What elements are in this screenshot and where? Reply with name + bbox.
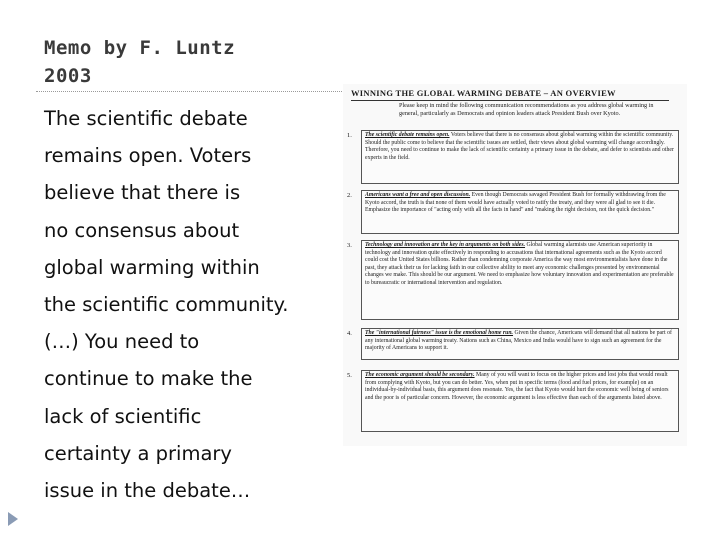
slide-nav-arrow-icon[interactable] bbox=[8, 512, 18, 526]
body-line: issue in the debate… bbox=[44, 479, 251, 503]
memo-item-text bbox=[365, 372, 675, 402]
memo-item-2 bbox=[347, 190, 683, 234]
memo-item-lead: The "international fairness" issue is the emotional home run. bbox=[365, 330, 514, 336]
memo-item-number: 4. bbox=[347, 330, 352, 337]
body-line: (…) You need to bbox=[44, 330, 200, 354]
title-line-1: Memo by F. Luntz bbox=[44, 37, 236, 59]
memo-heading-underline bbox=[351, 100, 669, 101]
memo-item-lead: The economic argument should be secondary. bbox=[365, 372, 475, 378]
body-line: The scientific debate bbox=[44, 107, 248, 130]
body-line: believe that there is bbox=[44, 181, 241, 205]
memo-item-body: Even though Democrats savaged President Bush for formally withdrawing from the Kyoto accord, the truth is that none of them would have actually voted to ratify the treaty, and they were all glad to see it die. Emphasize the importance of "acting only with all the facts in hand" and "making the right decision, not the quick decision." bbox=[365, 192, 666, 214]
memo-item-number: 1. bbox=[347, 132, 352, 139]
body-line: continue to make the bbox=[44, 367, 253, 391]
memo-heading bbox=[351, 88, 671, 98]
memo-intro: Please keep in mind the following communication recommendations as you address global warming in general, particularly as Democrats and opinion leaders attack President Bush over Kyoto. bbox=[399, 102, 654, 117]
memo-item-4 bbox=[347, 328, 683, 360]
memo-item-3 bbox=[347, 240, 683, 320]
memo-heading-text: WINNING THE GLOBAL WARMING DEBATE – AN OVERVIEW bbox=[351, 88, 616, 98]
slide-body-text bbox=[44, 100, 344, 509]
memo-item-1 bbox=[347, 130, 683, 184]
body-line: no consensus about bbox=[44, 218, 240, 242]
memo-item-body: Many of you will want to focus on the higher prices and lost jobs that would result from complying with Kyoto, but you can do better. Yes, when put in specific terms (food and fuel prices, for example) on an individual-by-individual basis, this argument does resonate. Yes, the fact that Kyoto would hurt the economic well being of seniors and the poor is of particular concern. However, the economic argument is less effective than each of the arguments listed above. bbox=[365, 372, 669, 401]
body-line: remains open. Voters bbox=[44, 144, 252, 168]
memo-item-body: Voters believe that there is no consensus about global warming within the scientific community. Should the public come to believe that the scientific issues are settled, their views about global warming will change accordingly. Therefore, you need to continue to make the lack of scientific certainty a primary issue in the debate, and defer to scientists and other experts in the field. bbox=[365, 132, 674, 161]
memo-item-number: 2. bbox=[347, 192, 352, 199]
slide-title bbox=[44, 34, 344, 90]
body-line: global warming within bbox=[44, 255, 260, 279]
memo-item-5 bbox=[347, 370, 683, 432]
memo-item-body: Global warming alarmists use American superiority in technology and innovation quite effectively in responding to accusations that international agreements such as the Kyoto accord could cost the United States billions. Rather than condemning corporate America the way most environmentalists have done in the past, they attack their us for lacking faith in our collective ability to meet any economic challenges presented by environmental changes we make. This should be our argument. We need to emphasize how voluntary innovation and experimentation are preferable to bureaucratic or international intervention and regulation. bbox=[365, 242, 674, 286]
memo-item-body: Given the chance, Americans will demand that all nations be part of any international global warming treaty. Nations such as China, Mexico and India would have to sign such an agreement for the majority of Americans to support it. bbox=[365, 330, 672, 352]
body-line: the scientific community. bbox=[44, 293, 289, 317]
memo-item-text bbox=[365, 242, 675, 288]
body-line: lack of scientific bbox=[44, 404, 202, 428]
memo-item-text bbox=[365, 330, 675, 353]
memo-scan-image bbox=[343, 84, 687, 446]
title-line-2: 2003 bbox=[44, 65, 92, 87]
memo-item-lead: Technology and innovation are the key in arguments on both sides. bbox=[365, 242, 526, 248]
memo-item-lead: The scientific debate remains open. bbox=[365, 132, 450, 138]
memo-item-number: 3. bbox=[347, 242, 352, 249]
memo-item-lead: Americans want a free and open discussion. bbox=[365, 192, 471, 198]
memo-item-text bbox=[365, 132, 675, 162]
body-line: certainty a primary bbox=[44, 441, 232, 465]
memo-item-number: 5. bbox=[347, 372, 352, 379]
memo-item-text bbox=[365, 192, 675, 215]
